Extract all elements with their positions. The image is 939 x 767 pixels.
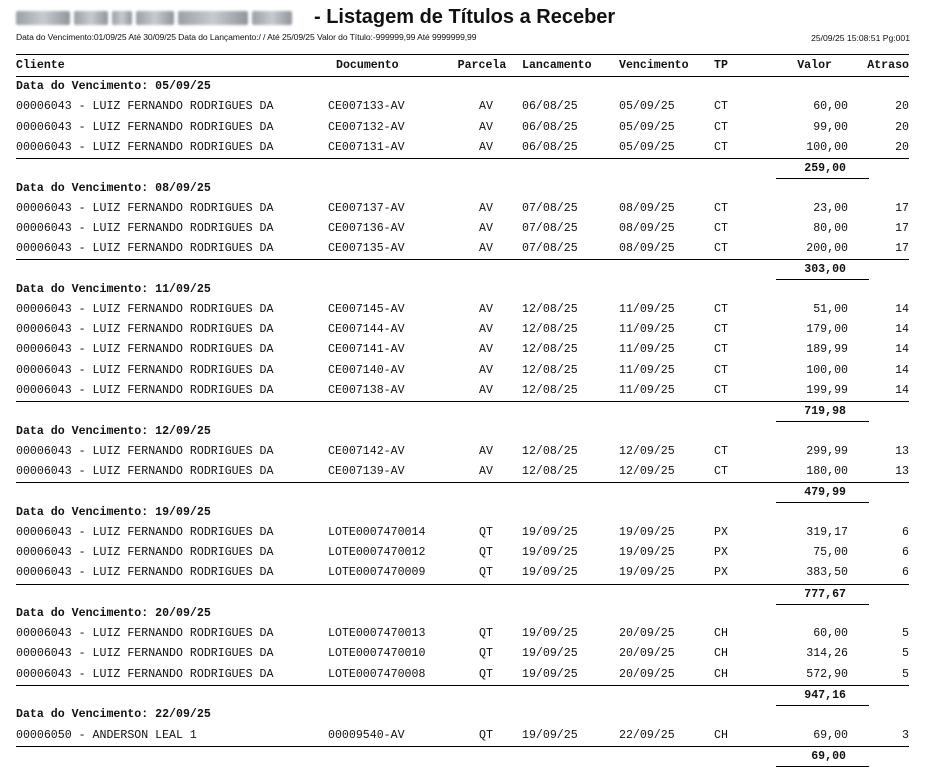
cell-documento: CE007136-AV xyxy=(328,221,405,235)
cell-tp: CT xyxy=(714,120,728,134)
cell-parcela: QT xyxy=(479,566,493,580)
cell-vencimento: 08/09/25 xyxy=(619,221,675,235)
table-row xyxy=(16,219,909,239)
report-table xyxy=(16,56,909,766)
table-row xyxy=(16,300,909,320)
group-subtotal: 259,00 xyxy=(804,161,846,175)
cell-cliente: 00006043 - LUIZ FERNANDO RODRIGUES DA xyxy=(16,566,274,580)
cell-documento: LOTE0007470014 xyxy=(328,525,426,539)
column-header-lancamento: Lancamento xyxy=(522,59,592,72)
cell-lancamento: 07/08/25 xyxy=(522,201,578,215)
cell-vencimento: 05/09/25 xyxy=(619,100,675,114)
table-row xyxy=(16,644,909,664)
group-label: Data do Vencimento: 19/09/25 xyxy=(16,505,211,519)
cell-tp: CH xyxy=(714,627,728,641)
group-subtotal: 719,98 xyxy=(804,405,846,418)
table-row xyxy=(16,726,909,747)
cell-documento: CE007135-AV xyxy=(328,242,405,256)
cell-parcela: AV xyxy=(479,221,493,235)
cell-documento: CE007139-AV xyxy=(328,464,405,478)
cell-documento: CE007132-AV xyxy=(328,120,405,134)
report-timestamp: 25/09/25 15:08:51 Pg:001 xyxy=(811,33,910,43)
cell-valor: 80,00 xyxy=(813,221,848,235)
cell-parcela: QT xyxy=(479,525,493,539)
cell-tp: PX xyxy=(714,566,728,580)
cell-vencimento: 05/09/25 xyxy=(619,140,675,154)
cell-documento: CE007142-AV xyxy=(328,444,405,458)
cell-lancamento: 19/09/25 xyxy=(522,667,578,681)
table-row xyxy=(16,624,909,644)
cell-valor: 60,00 xyxy=(813,100,848,114)
cell-cliente: 00006043 - LUIZ FERNANDO RODRIGUES DA xyxy=(16,525,274,539)
cell-documento: CE007144-AV xyxy=(328,323,405,337)
group-title xyxy=(16,705,909,725)
group-title xyxy=(16,503,909,523)
cell-tp: CT xyxy=(714,140,728,154)
cell-atraso: 14 xyxy=(895,343,909,357)
cell-tp: CH xyxy=(714,667,728,681)
cell-tp: CT xyxy=(714,201,728,215)
table-row xyxy=(16,442,909,462)
cell-valor: 60,00 xyxy=(813,627,848,641)
group-subtotal-row xyxy=(16,686,909,706)
table-row xyxy=(16,462,909,483)
cell-lancamento: 12/08/25 xyxy=(522,444,578,458)
cell-atraso: 3 xyxy=(902,728,909,742)
cell-cliente: 00006043 - LUIZ FERNANDO RODRIGUES DA xyxy=(16,444,274,458)
cell-tp: CT xyxy=(714,343,728,357)
cell-documento: LOTE0007470010 xyxy=(328,647,426,661)
table-row xyxy=(16,138,909,159)
group-title xyxy=(16,422,909,442)
cell-lancamento: 12/08/25 xyxy=(522,464,578,478)
cell-parcela: QT xyxy=(479,728,493,742)
cell-cliente: 00006043 - LUIZ FERNANDO RODRIGUES DA xyxy=(16,343,274,357)
column-header-row xyxy=(16,56,909,77)
column-header-tp: TP xyxy=(714,59,728,72)
column-header-valor: Valor xyxy=(797,59,832,72)
cell-valor: 180,00 xyxy=(806,464,848,478)
cell-valor: 572,90 xyxy=(806,667,848,681)
cell-tp: CT xyxy=(714,464,728,478)
cell-documento: 00009540-AV xyxy=(328,728,405,742)
cell-atraso: 20 xyxy=(895,120,909,134)
cell-valor: 99,00 xyxy=(813,120,848,134)
column-header-parcela: Parcela xyxy=(457,59,507,72)
cell-lancamento: 12/08/25 xyxy=(522,343,578,357)
cell-atraso: 14 xyxy=(895,303,909,317)
column-header-documento: Documento xyxy=(336,59,399,72)
cell-atraso: 14 xyxy=(895,383,909,397)
cell-documento: LOTE0007470008 xyxy=(328,667,426,681)
cell-parcela: AV xyxy=(479,201,493,215)
cell-cliente: 00006043 - LUIZ FERNANDO RODRIGUES DA xyxy=(16,140,274,154)
cell-valor: 51,00 xyxy=(813,303,848,317)
cell-cliente: 00006043 - LUIZ FERNANDO RODRIGUES DA xyxy=(16,221,274,235)
cell-documento: LOTE0007470012 xyxy=(328,546,426,560)
group-subtotal: 947,16 xyxy=(804,688,846,702)
cell-vencimento: 12/09/25 xyxy=(619,464,675,478)
cell-cliente: 00006043 - LUIZ FERNANDO RODRIGUES DA xyxy=(16,100,274,114)
cell-valor: 189,99 xyxy=(806,343,848,357)
cell-tp: PX xyxy=(714,546,728,560)
cell-valor: 319,17 xyxy=(806,525,848,539)
group-title xyxy=(16,179,909,199)
cell-vencimento: 19/09/25 xyxy=(619,566,675,580)
cell-atraso: 17 xyxy=(895,242,909,256)
cell-atraso: 6 xyxy=(902,566,909,580)
cell-valor: 100,00 xyxy=(806,140,848,154)
cell-lancamento: 19/09/25 xyxy=(522,647,578,661)
cell-atraso: 14 xyxy=(895,323,909,337)
group-subtotal-row xyxy=(16,483,909,503)
cell-vencimento: 11/09/25 xyxy=(619,383,675,397)
cell-parcela: AV xyxy=(479,464,493,478)
group-title xyxy=(16,77,909,97)
group-label: Data do Vencimento: 08/09/25 xyxy=(16,181,211,195)
cell-documento: CE007137-AV xyxy=(328,201,405,215)
cell-documento: LOTE0007470009 xyxy=(328,566,426,580)
cell-vencimento: 11/09/25 xyxy=(619,343,675,357)
cell-lancamento: 06/08/25 xyxy=(522,100,578,114)
cell-cliente: 00006043 - LUIZ FERNANDO RODRIGUES DA xyxy=(16,667,274,681)
column-header-cliente: Cliente xyxy=(16,59,65,72)
cell-lancamento: 19/09/25 xyxy=(522,627,578,641)
cell-cliente: 00006043 - LUIZ FERNANDO RODRIGUES DA xyxy=(16,383,274,397)
cell-parcela: AV xyxy=(479,343,493,357)
table-row xyxy=(16,563,909,584)
cell-cliente: 00006043 - LUIZ FERNANDO RODRIGUES DA xyxy=(16,303,274,317)
cell-documento: CE007140-AV xyxy=(328,363,405,377)
group-subtotal-row xyxy=(16,747,909,767)
cell-atraso: 20 xyxy=(895,100,909,114)
cell-cliente: 00006043 - LUIZ FERNANDO RODRIGUES DA xyxy=(16,647,274,661)
cell-cliente: 00006043 - LUIZ FERNANDO RODRIGUES DA xyxy=(16,546,274,560)
cell-vencimento: 11/09/25 xyxy=(619,303,675,317)
group-label: Data do Vencimento: 12/09/25 xyxy=(16,424,211,438)
cell-documento: CE007141-AV xyxy=(328,343,405,357)
cell-parcela: QT xyxy=(479,546,493,560)
cell-tp: PX xyxy=(714,525,728,539)
cell-valor: 179,00 xyxy=(806,323,848,337)
cell-documento: CE007145-AV xyxy=(328,303,405,317)
group-subtotal: 777,67 xyxy=(804,587,846,601)
group-label: Data do Vencimento: 22/09/25 xyxy=(16,708,211,722)
report-filters: Data do Vencimento:01/09/25 Até 30/09/25 Data do Lançamento:/ / Até 25/09/25 Valor do Título:-999999,99 Até 9999999,99 xyxy=(16,32,477,42)
group-subtotal-row xyxy=(16,585,909,605)
group-title xyxy=(16,280,909,300)
table-row xyxy=(16,381,909,402)
cell-documento: CE007138-AV xyxy=(328,383,405,397)
cell-cliente: 00006050 - ANDERSON LEAL 1 xyxy=(16,728,197,742)
cell-vencimento: 08/09/25 xyxy=(619,242,675,256)
cell-valor: 199,99 xyxy=(806,383,848,397)
cell-vencimento: 22/09/25 xyxy=(619,728,675,742)
cell-tp: CT xyxy=(714,303,728,317)
group-label: Data do Vencimento: 11/09/25 xyxy=(16,282,211,296)
cell-vencimento: 20/09/25 xyxy=(619,667,675,681)
cell-vencimento: 20/09/25 xyxy=(619,627,675,641)
table-row xyxy=(16,665,909,686)
report-header xyxy=(16,6,916,48)
cell-tp: CT xyxy=(714,383,728,397)
vencimento-group xyxy=(16,705,909,766)
table-row xyxy=(16,320,909,340)
cell-tp: CH xyxy=(714,647,728,661)
cell-lancamento: 19/09/25 xyxy=(522,728,578,742)
header-divider xyxy=(16,54,909,55)
cell-parcela: AV xyxy=(479,242,493,256)
cell-lancamento: 19/09/25 xyxy=(522,566,578,580)
cell-parcela: AV xyxy=(479,140,493,154)
table-row xyxy=(16,199,909,219)
cell-vencimento: 05/09/25 xyxy=(619,120,675,134)
cell-cliente: 00006043 - LUIZ FERNANDO RODRIGUES DA xyxy=(16,627,274,641)
table-row xyxy=(16,361,909,381)
cell-documento: CE007131-AV xyxy=(328,140,405,154)
cell-lancamento: 06/08/25 xyxy=(522,120,578,134)
cell-vencimento: 12/09/25 xyxy=(619,444,675,458)
cell-cliente: 00006043 - LUIZ FERNANDO RODRIGUES DA xyxy=(16,363,274,377)
table-row xyxy=(16,543,909,563)
vencimento-group xyxy=(16,179,909,280)
cell-atraso: 6 xyxy=(902,525,909,539)
redacted-company-name xyxy=(16,9,314,27)
cell-valor: 314,26 xyxy=(806,647,848,661)
cell-lancamento: 07/08/25 xyxy=(522,221,578,235)
cell-tp: CT xyxy=(714,444,728,458)
group-title xyxy=(16,604,909,624)
cell-lancamento: 06/08/25 xyxy=(522,140,578,154)
cell-atraso: 5 xyxy=(902,647,909,661)
groups-container xyxy=(16,77,909,766)
cell-lancamento: 12/08/25 xyxy=(522,303,578,317)
cell-vencimento: 20/09/25 xyxy=(619,647,675,661)
cell-parcela: QT xyxy=(479,647,493,661)
cell-valor: 383,50 xyxy=(806,566,848,580)
cell-documento: CE007133-AV xyxy=(328,100,405,114)
cell-lancamento: 12/08/25 xyxy=(522,323,578,337)
cell-cliente: 00006043 - LUIZ FERNANDO RODRIGUES DA xyxy=(16,323,274,337)
cell-tp: CT xyxy=(714,242,728,256)
vencimento-group xyxy=(16,280,909,422)
cell-cliente: 00006043 - LUIZ FERNANDO RODRIGUES DA xyxy=(16,464,274,478)
cell-atraso: 13 xyxy=(895,464,909,478)
cell-tp: CH xyxy=(714,728,728,742)
cell-atraso: 14 xyxy=(895,363,909,377)
cell-vencimento: 19/09/25 xyxy=(619,546,675,560)
cell-cliente: 00006043 - LUIZ FERNANDO RODRIGUES DA xyxy=(16,242,274,256)
column-header-vencimento: Vencimento xyxy=(619,59,689,72)
group-label: Data do Vencimento: 05/09/25 xyxy=(16,80,211,94)
cell-lancamento: 12/08/25 xyxy=(522,383,578,397)
group-subtotal-row xyxy=(16,159,909,179)
cell-atraso: 13 xyxy=(895,444,909,458)
column-header-atraso: Atraso xyxy=(867,59,909,72)
cell-cliente: 00006043 - LUIZ FERNANDO RODRIGUES DA xyxy=(16,201,274,215)
group-subtotal-row xyxy=(16,260,909,280)
vencimento-group xyxy=(16,422,909,503)
cell-tp: CT xyxy=(714,323,728,337)
cell-valor: 23,00 xyxy=(813,201,848,215)
cell-valor: 69,00 xyxy=(813,728,848,742)
table-row xyxy=(16,523,909,543)
table-row xyxy=(16,239,909,260)
report-title: - Listagem de Títulos a Receber xyxy=(314,6,616,28)
cell-tp: CT xyxy=(714,363,728,377)
cell-atraso: 17 xyxy=(895,221,909,235)
cell-lancamento: 19/09/25 xyxy=(522,546,578,560)
cell-tp: CT xyxy=(714,100,728,114)
group-subtotal: 479,99 xyxy=(804,486,846,500)
cell-parcela: QT xyxy=(479,667,493,681)
cell-atraso: 6 xyxy=(902,546,909,560)
cell-lancamento: 07/08/25 xyxy=(522,242,578,256)
cell-valor: 100,00 xyxy=(806,363,848,377)
cell-tp: CT xyxy=(714,221,728,235)
cell-cliente: 00006043 - LUIZ FERNANDO RODRIGUES DA xyxy=(16,120,274,134)
group-subtotal: 303,00 xyxy=(804,263,846,277)
group-label: Data do Vencimento: 20/09/25 xyxy=(16,607,211,621)
cell-atraso: 5 xyxy=(902,627,909,641)
vencimento-group xyxy=(16,77,909,178)
cell-parcela: AV xyxy=(479,444,493,458)
cell-parcela: AV xyxy=(479,100,493,114)
cell-vencimento: 11/09/25 xyxy=(619,363,675,377)
vencimento-group xyxy=(16,604,909,705)
cell-valor: 75,00 xyxy=(813,546,848,560)
cell-parcela: AV xyxy=(479,303,493,317)
group-subtotal: 69,00 xyxy=(811,749,846,763)
cell-atraso: 17 xyxy=(895,201,909,215)
cell-vencimento: 19/09/25 xyxy=(619,525,675,539)
cell-parcela: AV xyxy=(479,323,493,337)
cell-parcela: QT xyxy=(479,627,493,641)
cell-valor: 200,00 xyxy=(806,242,848,256)
cell-atraso: 20 xyxy=(895,140,909,154)
cell-parcela: AV xyxy=(479,363,493,377)
vencimento-group xyxy=(16,503,909,604)
cell-lancamento: 19/09/25 xyxy=(522,525,578,539)
cell-vencimento: 11/09/25 xyxy=(619,323,675,337)
cell-parcela: AV xyxy=(479,120,493,134)
cell-valor: 299,99 xyxy=(806,444,848,458)
table-row xyxy=(16,118,909,138)
table-row xyxy=(16,97,909,117)
cell-atraso: 5 xyxy=(902,667,909,681)
cell-lancamento: 12/08/25 xyxy=(522,363,578,377)
cell-documento: LOTE0007470013 xyxy=(328,627,426,641)
cell-vencimento: 08/09/25 xyxy=(619,201,675,215)
table-row xyxy=(16,340,909,360)
group-subtotal-row xyxy=(16,402,909,422)
cell-parcela: AV xyxy=(479,383,493,397)
